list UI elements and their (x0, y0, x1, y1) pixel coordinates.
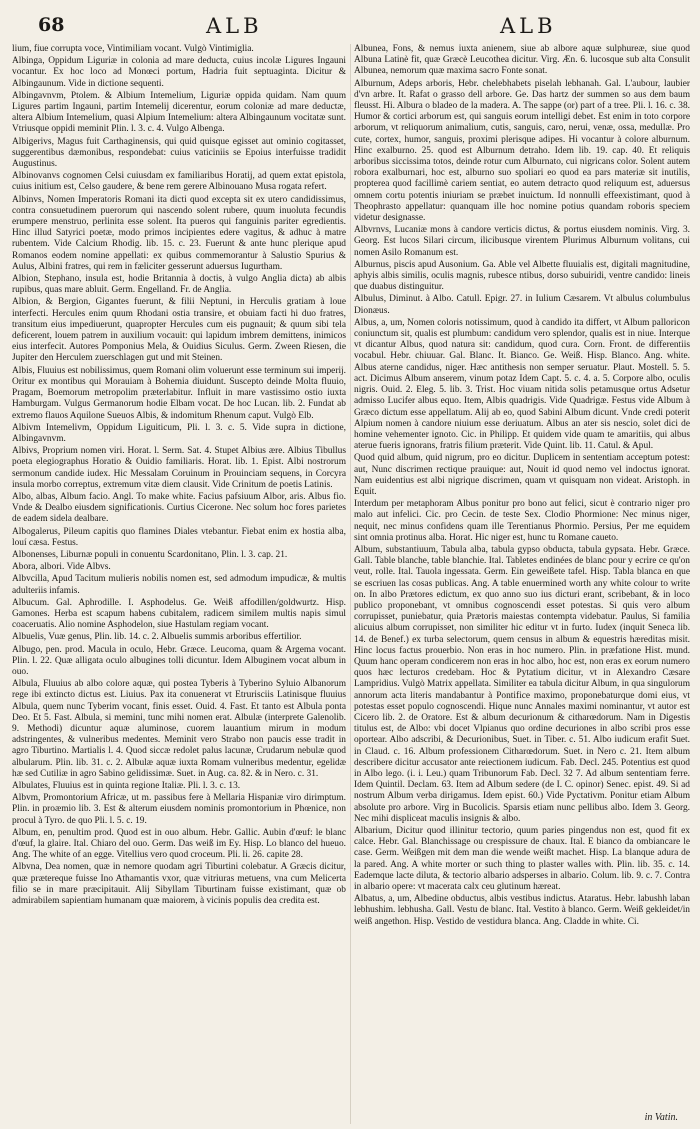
page-header (38, 14, 678, 40)
dictionary-entry: lium, fiue corrupta voce, Vintimiliam vocant. Vulgò Vintimiglia. (12, 44, 254, 54)
dictionary-entry: Albvcilla, Apud Tacitum mulieris nobilis nomen est, sed admodum impudicæ, & multis adulteriis infamis. (12, 574, 346, 596)
running-head-left: ALB (206, 14, 263, 38)
dictionary-entry: Albatus, a, um, Albedine obductus, albis vestibus indictus. Ataratus. Hebr. labushh laban lebhushim. lebhusha. Gall. Vestu de blanc. Ital. Vestito à blanco. Germ. Weiß gekleidet/in weiß angethon. Hisp. Vestido de vestidura blanca. Ang. Cladde in white. Ci. (354, 894, 690, 927)
dictionary-entry: Albuelis, Vuæ genus, Plin. lib. 14. c. 2. Albuelis summis arboribus effertilior. (12, 632, 302, 643)
dictionary-entry: Albingavnvm, Ptolem. & Albium Intemelium, Liguriæ oppida quidam. Nam quum Ligures partim Ingauni, partim Intemelij dicerentur, eorum coloniæ ad mare deductæ, altera Albium Intemelium, quasi Alpium Intemelium: altera Albingaunum vocitatæ sunt. Vtriusque oppidi meminit Plin. l. 3. c. 4. Vulgo Albenga. (12, 90, 346, 135)
page-number: 68 (38, 14, 65, 36)
dictionary-entry: Albinovanvs cognomen Celsi cuiusdam ex familiaribus Horatij, ad quem extat epistola, cuius initium est, Celso gaudere, & bene rem gerere Albinouano Musa rogata refert. (12, 171, 346, 193)
dictionary-entry: Albvrnvs, Lucaniæ mons à candore verticis dictus, & portus eiusdem nominis. Virg. 3. Georg. Est lucos Silari circum, ilicibusque virentem Plurimus Alburnum volitans, cui nomen Asilo Romanum est. (354, 225, 690, 258)
dictionary-entry: Albula, Fluuius ab albo colore aquæ, qui postea Tyberis à Tyberino Syluio Albanorum rege ibi extincto dictus est. Liuius. Pax ita conuenerat vt Etrurisciis Latinisque fluuius Albula, quem nunc Tyberim vocant, finis esset. Ouid. 4. Fast. Et tanto est Albula ponta Deo. Et 5. Fast. Albula, si memini, tunc mihi nomen erat. Albulæ (interprete Galenolib. 9. Methodi) dicuntur aquæ aluminose, cuorem lauantium mirum in modum adstringentes, & vulneribus medentes. Meminit vero Strabo non paucis esse tradit in agro Tiburtino. Martialis l. 4. Quod siccæ redolet palus lacunæ, Crudarum nebulæ quod albularum. Plin. lib. 31. c. 2. Albulæ aquæ iuxta Romam vulneribus medentur, egelidæ hæ sed Cutiliæ in agro Sabino gelidissimæ. Suet. in Aug. ca. 82. & in Nero. c. 31. (12, 679, 346, 779)
dictionary-entry: Albo, albas, Album facio. Angl. To make white. Facius pafsiuum Albor, aris. Albus fio. Vnde & Dealbo eiusdem significationis. Curtius Cicerone. Nec solum hoc fores parietes de eadem sidela dealbare. (12, 491, 346, 525)
dictionary-entry: Albucum. Gal. Aphrodille. I. Asphodelus. Ge. Weiß affodillen/goldwurtz. Hisp. Gamones. Herba est scapum habens cubitalem, radicem similem multis napis simul coaceruatis. Alio nomine Asphodelon, siue Hastulam regiam vocant. (12, 597, 346, 631)
dictionary-entry: Albvm, Promontorium Africæ, ut m. passibus fere à Mellaria Hispaniæ viro dirimptum. Plin. in proæmio lib. 3. Est & alterum eiusdem nominis promontorium in Phœnice, non procul à Tyro. de quo Pli. l. 5. c. 19. (12, 793, 346, 826)
dictionary-entry: Albivm Intemelivm, Oppidum Liguiticum, Pli. l. 3. c. 5. Vide supra in dictione, Albingavnvm. (12, 422, 346, 444)
dictionary-entry: Albinvs, Nomen Imperatoris Romani ita dicti quod excepta sit ex utero candidissimus, contra consuetudinem puerorum qui nascendo solent rubere, quum inuoluta fecundis erumpere menstruo, perlinita esse solent. Ita pueros qui fanguinis pariter egredientis. Hinc illud Satyrici poetæ, modo primos incipientes edere vagitus, & adhuc à matre rubentem. Vide Calcium Rhodig. lib. 15. c. 23. Fuerunt & ante hunc plerique apud Romanos eodem nomine appellati: ex quibus commemorantur à Salustio Spurius & Aulus, Albini fratres, qui rem in fæliciter gesserunt aduersus Iugurtham. (12, 194, 346, 272)
dictionary-entry: Alburnus, piscis apud Ausonium. Ga. Able vel Albette fluuialis est, digitali magnitudine, aphyis albis similis, oculis magnis, rubesce ntibus, dorso subuiridi, ventre candido: lineis que duabus distinguitur. (354, 259, 690, 293)
dictionary-entry: Albivs, Proprium nomen viri. Horat. l. Serm. Sat. 4. Stupet Albius ære. Albius Tibullus poeta elegiographus Horatio & Ouidio familiaris. Horat. lib. 1. Epist. Albi nostrorum sermonum candide iudex. Hic Messalam Coruinum in Prouinciam sequens, in Corcyra insula morbo correptus, extremum vitæ diem clausit. Vide Crinitum de poetis Latinis. (12, 446, 346, 490)
dictionary-entry: Albunea, Fons, & nemus iuxta anienem, siue ab albore aquæ sulphureæ, siue quod Albuna Latinè fit, quæ Græcè Leucothea dicitur. Virg. Æn. 6. lucosque sub alta Consulit Albunea, nemorum quæ maxima sacro Fonte sonat. (354, 44, 690, 77)
right-column (354, 44, 690, 1124)
column-divider (350, 44, 351, 1124)
dictionary-entry: Quod quid album, quid nigrum, pro eo dicitur. Duplicem in sententiam acceptum potest: aut, Nunc discrimen rectique prauique: aut, Nouit id quod nemo vel indoctus ignorat. Nam euidentius est albi nigrique discrimen, quam vt quisquam non videat. Aristoph. in Equit. (354, 453, 690, 497)
left-column (12, 44, 346, 1124)
dictionary-entry: Albugo, pen. prod. Macula in oculo, Hebr. Græce. Leucoma, quam & Argema vocant. Plin. l. 22. Quæ alligata oculo albugines tolli dicuntur. Idem Albuginem vocat album in ouo. (12, 644, 346, 677)
dictionary-entry: Albulus, Diminut. à Albo. Catull. Epigr. 27. in Iulium Cæsarem. Vt albulus columbulus Dionæus. (354, 294, 690, 316)
dictionary-entry: Albigerivs, Magus fuit Carthaginensis, qui quid quisque egisset aut ominio cogitasset, suggerentibus dæmonibus, respondebat: cuius vaticiniis se Epoius interfuisse tradidit Augustinus. (12, 136, 346, 170)
dictionary-entry: Albarium, Dicitur quod illinitur tectorio, quum paries pingendus non est, quod fit ex calce. Hebr. Gal. Blanchissage ou crespissure de chaux. Ital. E bianco da ombiancare le case. Germ. Weißgen mit dem man die wende weißt machet. Hisp. La blanque adura de la pared. Ang. A white morter or such thing to plaster walles with. Plin. lib. 35. c. 14. Eademque lacte diluta, & tectorio albario adsperses in albario. Colum. lib. 9. c. 7. Contra in albario opere: vt macerata calx ceu glutinum hæreat. (354, 826, 690, 893)
dictionary-entry: Albus, a, um, Nomen coloris notissimum, quod à candido ita differt, vt Album palloricon coniunctum sit, qualis est plumbum: candidum vero splendor, qualis est in niue. Interque vt dicantur Albus, quod natura sit: candidum, quod cura. Corn. Front. de differentiis vocabul. Hebr. chiuuar. Gal. Blanc. It. Bianco. Ge. Weiß. Hisp. Blanco. Ang. white. Albus aterne candidus, niger. Hæc antithesis non semper seruatur. Plaut. Mostell. 5. 5. act. Dicimus Album anserem, vinum potaz Idem Capt. 5. c. 4. a. 5. Corpore albo, oculis nigris. Ouid. 2. Eleg. 5. lib. 3. Trist. Hoc viuam nitida solis petamusque ortus Adsetur admisso Lucifer albus equo. Item, Albis quadrigis. Vide Quadrigæ. Festus vide Album à Græco dictum esse appellatum. Alij ab eo, quod Sabini Album dicunt. Vnde credi poterit Alpium nomen à candore niuium esse deriuatum. Albus an ater sis nescio, solet dici de homine vehementer ignoto. Cic. in Philipp. Et quidem vide quam te amaritiis, qui albus aterue fueris ignorans, fratris filium præterit. Vide Quint. lib. 11. Catul. & Apul. (354, 317, 690, 452)
dictionary-entry: Albvna, Dea nomen, quæ in nemore quodam agri Tiburtini colebatur. A Græcis dicitur, quæ prætereque fuisse Ino Athamantis vxor, quæ vitriuras metuens, vna cum Melicerta filio se in mare præcipitauit. Alij Sibyllam Tiburtinam fuisse existimant, quæ ob admirabilem sapientiam humanam quæ maiorem, à vicinis populis dea credita est. (12, 862, 346, 907)
catchword: in Vatin. (644, 1112, 678, 1123)
dictionary-entry: Alburnum, Adeps arboris, Hebr. chelebhabets piselah lebhanah. Gal. L'aubour, laubier d'vn arbre. It. Rafat o grasso dell arbore. Ge. Das hartz der summen so aus dem baum fleusst. Hi. Albura o bladeo de la madera. A. The sappe (or) part of a tree. Pli. l. 16. c. 38. Humor & cortici arborum est, qui sanguis eorum intelligi debet. Est enim in toto corpore arborum, vt reliquorum animalium, cutis, sanguis, caro, nerui, venæ, ossa, medullæ. Pro cute, cortex, humor, sanguis, proximi plerisque adipes. Hi vocantur à colore alburnum. Hinc exalburno. 25. quod est Alburnum detraho. Idem lib. 19. cap. 40. Et reliquis arboribus siccissima totos, deinde rotur cum Alburnato, cui nigricans color. Solent autem robora exalburnari, hoc est, alburno suo spoliari eo quod ea pars materiæ sit inutilis, propterea quod facillimè cariem sentiat, eo autem detracto quod reliquum est, aduersus omnem cortu potentis iniuriam se præbet inuictum. Id nonnulli effeexistimant, quod à Theophrasto appellatur: quanquam ille hoc nomine potius quandam roboris speciem videtur designasse. (354, 78, 690, 224)
dictionary-entry: Albonenses, Liburnæ populi in conuentu Scardonitano, Plin. l. 3. cap. 21. (12, 549, 288, 560)
dictionary-entry: Albion, Stephano, insula est, hodie Britannia à doctis, à vulgo Anglia dicta) ab albis rupibus, quas mare abluit. Germ. Engelland. Fr. de Anglia. (12, 274, 346, 296)
dictionary-entry: Album, en, penultim prod. Quod est in ouo album. Hebr. Gallic. Aubin d'œuf: le blanc d'œuf, la glaire. Ital. Chiaro del ouo. Germ. Das weiß im Ey. Hisp. Lo blanco del hueuo. Ang. The white of an egge. Vitellius vero quod croceum. Pli. li. 26. capite 28. (12, 827, 346, 861)
dictionary-entry: Interdum per metaphoram Albus ponitur pro bono aut felici, sicut è contrario niger pro malo aut infelici. Cic. pro Cecin. de teste Sex. Clodio Phormione: Nec minus niger, nequit, nec minus confidens quam ille Terentianus Phormio. Persius, Per me equidem sint omnia protinus alba. Horat. Hic niger est, hunc tu Romane caueto. (354, 499, 690, 543)
dictionary-entry: Albogalerus, Pileum capitis quo flamines Diales vtebantur. Fiebat enim ex hostia alba, louí cæsa. Festus. (12, 526, 346, 548)
dictionary-entry: Albion, & Bergion, Gigantes fuerunt, & filii Neptuni, in Herculis gratiam à loue interfecti. Hercules enim quum Rhodani ostia transire, et obuiam facti hi duo fratres, transitum eius impediuerunt, quapropter Hercules cum eis pugnauit; & quum sibi tela deficerent, louem patrem in auxilium vocauit: qui lapidum imbrem demittens, inimicos eius interfecit. Autores Pomponius Mela, & Ouidius Siculus. Germ. Zween Riesen, die Jupiter den Herculem zuerschlagen gut und mit Steinen. (12, 297, 346, 364)
running-head-right: ALB (500, 14, 557, 38)
dictionary-entry: Albinga, Oppidum Liguriæ in colonia ad mare deducta, cuius incolæ Ligures Ingauni vocantur. Ex hoc loco ad Monœci portum, Hadria fuit septuaginta. Dicitur & Albingaunum. Vide in dictione sequenti. (12, 56, 346, 89)
dictionary-entry: Albis, Fluuius est nobilissimus, quem Romani olim voluerunt esse terminum sui imperij. Oritur ex montibus qui Morauiam à Bohemia diuidunt. Suscepto deinde Molta fluuio, Pragam, Boemorum metropolim præterlabitur. Influit in mare vastissimo ostio iuxta Hamburgam. Vulgus Germanorum hodie Elbam vocat. De hoc Lucan. lib. 2. Fundat ab extremo flauos Aquilone Sueuos Albis, & indomitum Rhenum caput. Vulgò Elb. (12, 365, 346, 421)
dictionary-entry: Abora, albori. Vide Albvs. (12, 562, 111, 573)
dictionary-entry: Album, substantiuum, Tabula alba, tabula gypso obducta, tabula gypsata. Hebr. Græce. Gall. Table blanche, table blanchie. Ital. Tabletes endinées de blanc pour y ecrire ce qu'on veut, rolle. Ital. Tauola ingessata. Germ. Ein geweißete tafel. Hisp. Tabla blanca en que se escriuen las cosas publicas. Ang. A table enuermined worth any white colour to write on. In albo Prætores edictum, ex quo anno suo ius dicturi erant, scribebant, & in loco publico proponebant, vt omnibus cognoscendi esset potestas. Si quis vero album corrupisset, puniebatur, quia Prætoris maiestas contempta videbatur. Paulus, Si familia alicuius album corrupisset, non similiter hic editur vt in furto. Iudex (inquit Seneca lib. 14. de Benef.) ex turba selectorum, quem census in album & equestris hæreditas misit. Hinc locus factus prouerbio. Non eras in hoc numero. Plin. in præfatione Hist. mund. Quum hanc operam condicerem non eras in hoc albo, hoc est, non eras ex eorum numero quos hæc lecturos credebam. Hoc & Pytatium dicitur, vt in Alexandro Cæsare Lampridius. Vulgò Matrix appellata. Similiter ea tabula dicitur Album, in qua singulorum annorum acta literis mandabantur à Pontifice maximo, proponebaturque domi eius, vt potestas esset populo cognoscendi. Hique nunc Annales maximi nominantur, vt autor est Cicero lib. 2. de Oratore. Est & album decurionum & citharœdorum. Nam in Digestis titulus est, de Albo: vbi docet Vlpianus quo ordine decuriones in albo scribi pros esse oportear. Albo adscribi, & Decurionibus, Suet. in Tiber. c. 51. Albo iudicum erafit Suet. in Claud. c. 16. Album professionem Citharœdorum. Suet. in Nero c. 21. Item album describere dicitur accusator ante reiectionem iudicum. Fab. Decl. 245. Potentius est quod in Albo lego. (i. i. Leu.) quam Tribunorum Fab. Decl. 32 7. Ad album sententiam ferre. Idem Quintil. Declam. 63. Item ad Album sedere (de I. C. opinor) Senec. epist. 49. Si ad nostrum Album verba dirigamus. Idem epist. 60.) Vide Pyctativm. Ponitur etiam Album absolute pro arbore. Virg in Bucolicis. Sparsis etiam nunc pellibus albo. Idem 3. Georg. Nec mihi displiceat maculis insignis & albo. (354, 544, 690, 824)
dictionary-entry: Albulates, Fluuius est in quinta regione Italiæ. Pli. l. 3. c. 13. (12, 781, 241, 791)
